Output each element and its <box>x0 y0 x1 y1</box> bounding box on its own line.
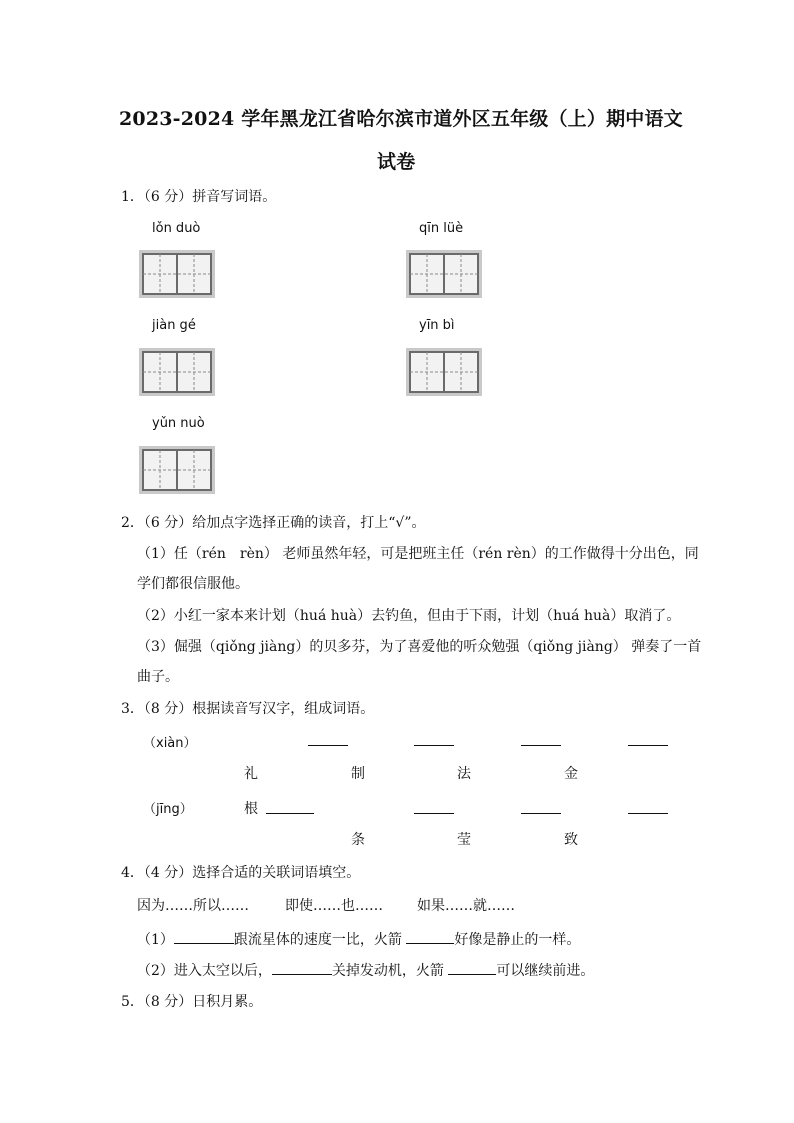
q4-s2-prefix: （2）进入太空以后， <box>137 963 272 979</box>
q3-row2-char-3: 致 <box>564 832 578 848</box>
q2-item1-line1: （1）任（rén rèn） 老师虽然年轻，可是把班主任（rén rèn）的工作做得十分出色，同 <box>137 546 699 562</box>
q3-row1-blank-4[interactable] <box>628 744 668 746</box>
q4-s2-blank-2[interactable] <box>448 974 496 975</box>
q4-s1-suffix: 好像是静止的一样。 <box>454 932 581 948</box>
q4-s2-blank-1[interactable] <box>272 974 332 975</box>
q4-s1-prefix: （1） <box>137 932 174 948</box>
q3-row2-blank-1[interactable] <box>266 812 314 814</box>
q1-pinyin-4: yīn bì <box>419 318 455 333</box>
q4-s1-blank-2[interactable] <box>406 943 454 944</box>
q3-row1-blank-2[interactable] <box>414 744 454 746</box>
q4-option-3: 如果……就…… <box>417 898 515 914</box>
q2-item3-line1: （3）倔强（qiǒng jiàng）的贝多芬，为了喜爱他的听众勉强（qiǒng jiàng） 弹奏了一首 <box>137 639 702 655</box>
q3-row1-blank-3[interactable] <box>521 744 561 746</box>
q4-option-2: 即使……也…… <box>285 898 383 914</box>
q4-s2-middle: 关掉发动机，火箭 <box>331 963 444 979</box>
q3-row1-label: （xiàn） <box>143 736 197 751</box>
q4-sentence1 <box>137 929 580 949</box>
q3-row2-char-1: 条 <box>351 832 365 848</box>
q1-pinyin-5: yǔn nuò <box>152 416 205 431</box>
q3-row2-blank-3[interactable] <box>521 812 561 814</box>
q3-row2-blank-4[interactable] <box>628 812 668 814</box>
document-title-line2: 试卷 <box>377 151 416 173</box>
q5-heading: 5．（8 分）日积月累。 <box>121 994 263 1010</box>
q1-pinyin-2: qīn lüè <box>419 221 464 236</box>
q3-row2-char-2: 莹 <box>457 832 471 848</box>
tianzige-box-5[interactable] <box>139 446 215 494</box>
document-title-line1: 2023-2024 学年黑龙江省哈尔滨市道外区五年级（上）期中语文 <box>119 108 683 130</box>
tianzige-box-2[interactable] <box>406 250 482 298</box>
tianzige-box-3[interactable] <box>139 348 215 396</box>
q2-item2: （2）小红一家本来计划（huá huà）去钓鱼，但由于下雨，计划（huá huà）取消了。 <box>137 608 681 624</box>
q1-heading: 1．（6 分）拼音写词语。 <box>121 189 277 205</box>
q1-pinyin-3: jiàn gé <box>152 318 196 333</box>
q3-row2-label: （jīng） <box>143 802 193 817</box>
q3-row1-char-1: 礼 <box>244 766 258 782</box>
q3-row2-prefix: 根 <box>244 801 258 817</box>
q4-s1-blank-1[interactable] <box>174 943 234 944</box>
q4-s1-middle: 跟流星体的速度一比，火箭 <box>233 932 402 948</box>
q2-heading: 2．（6 分）给加点字选择正确的读音，打上“√”。 <box>121 515 426 531</box>
q3-heading: 3．（8 分）根据读音写汉字，组成词语。 <box>121 701 375 717</box>
tianzige-box-1[interactable] <box>139 250 215 298</box>
q3-row1-char-2: 制 <box>351 766 365 782</box>
tianzige-box-4[interactable] <box>406 348 482 396</box>
q1-pinyin-1: lǒn duò <box>152 221 201 236</box>
q4-s2-suffix: 可以继续前进。 <box>496 963 595 979</box>
q2-item3-line2: 曲子。 <box>137 669 179 685</box>
q3-row1-char-3: 法 <box>457 766 471 782</box>
q2-item1-line2: 学们都很信服他。 <box>137 576 249 592</box>
q3-row1-blank-1[interactable] <box>308 744 348 746</box>
q4-sentence2 <box>137 960 594 980</box>
q4-heading: 4．（4 分）选择合适的关联词语填空。 <box>121 865 361 881</box>
q3-row2-blank-2[interactable] <box>414 812 454 814</box>
q4-option-1: 因为……所以…… <box>137 898 249 914</box>
q3-row1-char-4: 金 <box>564 766 578 782</box>
